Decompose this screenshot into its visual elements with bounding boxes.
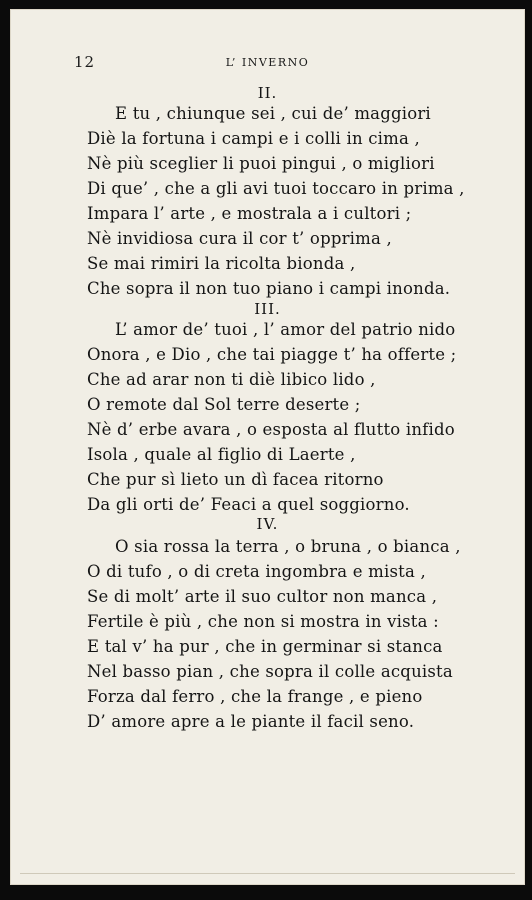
verse-line: Se mai rimiri la ricolta bionda ,: [87, 254, 356, 273]
verse-line: O di tufo , o di creta ingombra e mista ,: [87, 562, 426, 581]
verse-line: Nè più sceglier li puoi pingui , o migliori: [87, 154, 435, 173]
book-page: [10, 9, 525, 885]
verse-line: Che ad arar non ti diè libico lido ,: [87, 370, 376, 389]
verse-line: Nel basso pian , che sopra il colle acquista: [87, 662, 453, 681]
verse-line: Forza dal ferro , che la frange , e pieno: [87, 687, 423, 706]
verse-line: Che sopra il non tuo piano i campi inonda.: [87, 279, 451, 298]
verse-line: Nè d’ erbe avara , o esposta al flutto infido: [87, 420, 455, 439]
verse-line: D’ amore apre a le piante il facil seno.: [87, 712, 415, 731]
verse-line: Da gli orti de’ Feaci a quel soggiorno.: [87, 495, 410, 514]
page-number: 12: [74, 53, 96, 71]
page-edge-rule: [20, 873, 515, 874]
verse-line: Se di molt’ arte il suo cultor non manca ,: [87, 587, 438, 606]
stanza-number: III.: [254, 300, 281, 318]
stanza-number: IV.: [256, 515, 279, 533]
verse-line: Onora , e Dio , che tai piagge t’ ha offerte ;: [87, 345, 457, 364]
verse-line: E tu , chiunque sei , cui de’ maggiori: [115, 104, 431, 123]
stanza-number: II.: [257, 84, 278, 102]
verse-line: L’ amor de’ tuoi , l’ amor del patrio nido: [115, 320, 456, 339]
verse-line: O sia rossa la terra , o bruna , o bianca ,: [115, 537, 461, 556]
verse-line: O remote dal Sol terre deserte ;: [87, 395, 361, 414]
verse-line: Che pur sì lieto un dì facea ritorno: [87, 470, 384, 489]
verse-line: Fertile è più , che non si mostra in vista :: [87, 612, 439, 631]
verse-line: Diè la fortuna i campi e i colli in cima ,: [87, 129, 420, 148]
running-head: L’ INVERNO: [225, 56, 310, 69]
verse-line: E tal v’ ha pur , che in germinar si stanca: [87, 637, 443, 656]
page-header: [10, 53, 525, 71]
verse-line: Di que’ , che a gli avi tuoi toccaro in prima ,: [87, 179, 465, 198]
verse-line: Isola , quale al figlio di Laerte ,: [87, 445, 356, 464]
verse-line: Impara l’ arte , e mostrala a i cultori ;: [87, 204, 412, 223]
verse-line: Nè invidiosa cura il cor t’ opprima ,: [87, 229, 392, 248]
